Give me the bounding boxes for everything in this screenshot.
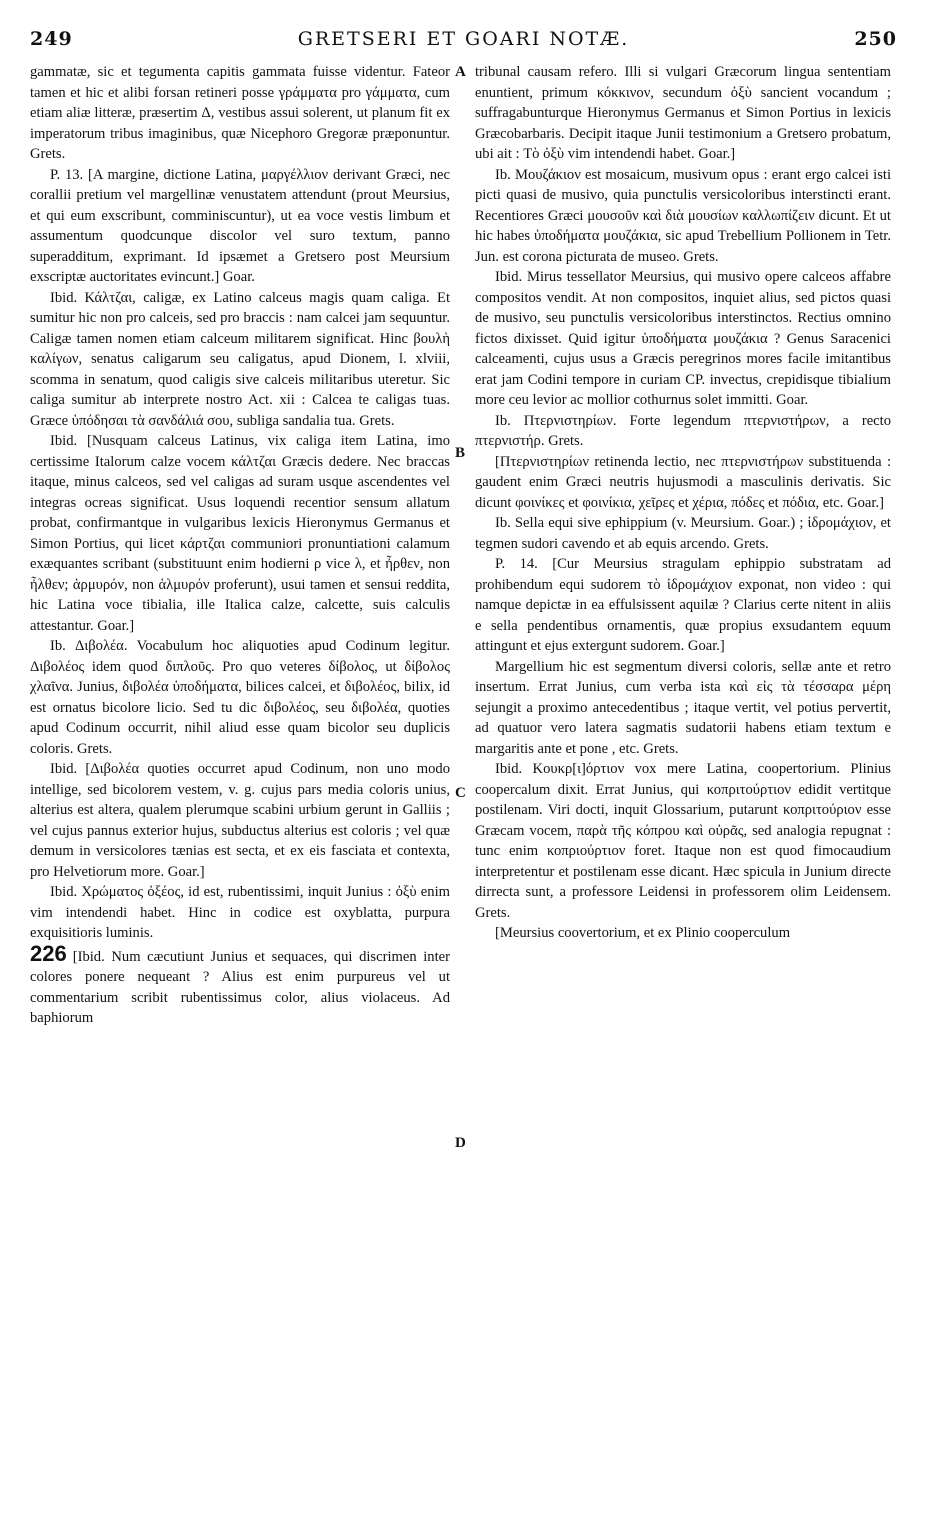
paragraph: gammatæ, sic et tegumenta capitis gammata fuisse videntur. Fateor tamen et hic et alibi forsan retineri posse γράμματα pro γάμματα, cum etiam aliæ litteræ, præsertim Δ, vestibus assui solerent, ut planum fit ex imperatorum tribus imaginibus, quæ Nicephoro Gregoræ præponuntur. Grets. — [30, 64, 450, 162]
margin-letter-d: D — [455, 1135, 466, 1151]
paragraph: Margellium hic est segmentum diversi coloris, sellæ ante et retro insertum. Errat Junius, cum verba ista καὶ εἰς τὰ τέσσαρα μέρη sejungit a proximo antecedentibus ; itaque vertit, vel potius pervertit, ad quatuor vero latera sagmatis sudatorii habens etiam textum e margaritis ante et pone , etc. Grets. — [475, 658, 891, 757]
page-number-left: 249 — [30, 28, 73, 50]
page-marker: 226 — [30, 940, 67, 966]
paragraph: P. 13. [A margine, dictione Latina, μαργέλλιον derivant Græci, nec corallii pretium vel margellinæ venustatem attendunt (prout Meursius, et qui eum exscribunt, comminiscuntur), ut ea voce vestis limbum et assumentum quodcunque discolor vel suro textum, panno superadditum, exprimant. Id ipsæmet a Gretsero post Meursium exscriptæ auctoritates evincunt.] Goar. — [30, 166, 450, 285]
margin-letter-b: B — [455, 445, 466, 461]
paragraph: Ib. Μουζάκιον est mosaicum, musivum opus : erant ergo calcei isti picti quasi de musivo, quia punctulis versicoloribus interstincti erant. Recentiores Græci μουσοῦν καὶ διὰ μουσίων καλλωπίζειν dicunt. Et ut hic habes ὑποδήματα μουζάκια, sic apud Trebellium Pollionem in Tetr. Jun. est corona picturata de museo. Grets. — [475, 166, 891, 265]
paragraph: Ibid. [Διβολέα quoties occurret apud Codinum, non uno modo intellige, sed bicolorem vestem, v. g. cujus pars media coloris unius, alterius est altera, qualem plerumque scabini urbium gerunt in Galliis ; vel cujus pannus exterior hujus, subductus alterius est coloris ; vel quæ demum in versicolores tænias est secta, et ex eis fasciata et contexta, pro Helvetiorum more. Goar.] — [30, 761, 450, 880]
paragraph: Ibid. [Nusquam calceus Latinus, vix caliga item Latina, imo certissime Italorum calze vocem κάλτζαι Græcis dedere. Nec braccas itaque, minus calceos, sed vel caligas ad suram usque ascendentes vel integras ocreas significat. Usus loquendi recentior sensum allatum probat, confirmantque in vulgaribus lexicis Hieronymus Germanus et Simon Portius, qui licet κάρτζαι communiori pronuntiationi calamum exæquantes scribant (substituunt enim hodierni ρ vice λ, et ἦρθεν, non ἦλθεν; ἁρμυρόν, non ἁλμυρόν proferunt), usui tamen et sensui reddita, hic Latina voce tibialia, ille Italica calze, calcette, suis calculis attestantur. Goar.] — [30, 433, 450, 634]
paragraph: [Πτερνιστηρίων retinenda lectio, nec πτερνιστήρων substituenda : gaudent enim Græci neutris hujusmodi a masculinis derivatis. Sic dicunt φοινίκες et φοινίκια, χεῖρες et χέρια, πόδες et πόδια, etc. Goar.] — [475, 453, 891, 511]
paragraph: P. 14. [Cur Meursius stragulam ephippio substratam ad prohibendum equi sudorem τὸ ἱδρομάχιον exponat, non video : qui namque depictæ in ea effulsissent aquilæ ? Clarius certe nitent in aliis e sella pendentibus ornamentis, quæ propius exsudantem equum attingunt et ejus extergunt sudorem. Goar.] — [475, 556, 891, 654]
left-column — [30, 62, 450, 1532]
running-title: GRETSERI ET GOARI NOTÆ. — [297, 28, 630, 50]
margin-letter-a: A — [455, 64, 466, 80]
paragraph: Ib. Sella equi sive ephippium (v. Meursium. Goar.) ; ἱδρομάχιον, et tegmen sudori cavendo et ab equis arcendo. Grets. — [475, 515, 891, 552]
margin-letter-c: C — [455, 785, 466, 801]
paragraph: Ibid. Χρώματος ὀξέος, id est, rubentissimi, inquit Junius : ὀξὺ enim vim intendendi habet. Hinc in codice est oxyblatta, purpura exquisitioris luminis. — [30, 884, 450, 941]
right-column — [475, 62, 891, 1532]
page-number-right: 250 — [854, 28, 897, 50]
paragraph-text: [Ibid. Num cæcutiunt Junius et sequaces, qui discrimen inter colores ponere nequeant ? Alius est enim purpureus vel ut commentarium scribit rubentissimus color, alius violaceus. Ad baphiorum — [30, 948, 450, 1026]
paragraph: Ib. Διβολέα. Vocabulum hoc aliquoties apud Codinum legitur. Διβολέος idem quod διπλοῦς. Pro quo veteres δίβολος, ut δίβολος χλαῖνα. Junius, διβολέα ὑποδήματα, bilices calcei, et διβολέος, bilix, id est ornatus bicolore licio. Sed tu dic διβολέος, seu διβολέα, quoties apud Codinum occurrit, nihil aliud esse quam bicolor seu duplicis coloris. Grets. — [30, 638, 450, 757]
paragraph: Ib. Πτερνιστηρίων. Forte legendum πτερνιστήρων, a recto πτερνιστήρ. Grets. — [475, 412, 891, 449]
paragraph: Ibid. Κάλτζαι, caligæ, ex Latino calceus magis quam caliga. Et sumitur hic non pro calceis, sed pro braccis : nam calcei jam sequuntur. Caligæ tamen nomen etiam calceum militarem significat. Hinc βουλὴ καλίγων, senatus caligarum seu caligatus, apud Dionem, l. xlviii, scomma in senatum, quod caligis sive calceis militaribus uteretur. Sic caliga sumitur ab interprete nostro Act. xii : Calcea te caligas tuas. Græce ὑπόδησαι τὰ σανδάλιά σου, subliga sandalia tua. Grets. — [30, 289, 450, 429]
paragraph-with-page-marker — [30, 940, 450, 1029]
running-header — [30, 28, 897, 54]
paragraph: Ibid. Κουκρ[ι]όρτιον vox mere Latina, coopertorium. Plinius coopercalum dixit. Errat Junius, qui κοπριτούρτιον edidit vertitque postilenam. Viri docti, inquit Glossarium, putarunt κοπριτούριον esse Græcam vocem, παρὰ τῆς κόπρου καὶ οὐρᾶς, sed analogia repugnat : tunc enim κοπριούρτιον foret. Itaque non est quod fimocaudium interpretentur et postilenam esse dicant. Hæc spicula in Junium directe dirrecta sunt, a professore Leidensi in professorem olim Leidensem. Grets. — [475, 761, 891, 921]
paragraph: [Meursius coovertorium, et ex Plinio cooperculum — [495, 925, 791, 941]
paragraph: tribunal causam refero. Illi si vulgari Græcorum lingua sententiam enuntient, primum κόκκινον, secundum ὀξὺ sancient vocandum ; suffragabunturque Hieronymus Germanus et Simon Portius in lexicis Græcobarbaris. Decipit itaque Junii testimonium a Gretsero probatum, ubi ait : Τὸ ὀξὺ vim intendendi habet. Goar.] — [475, 64, 891, 162]
paragraph: Ibid. Mirus tessellator Meursius, qui musivo opere calceos affabre compositos vendit. At non compositos, inquiet alius, sed pictos quasi de musivo, seu punctulis versicoloribus interstinctos. Rectius omnino fictos dixisset. Quid igitur ὑποδήματα μουζάκια ? Genus Saracenici calceamenti, cujus usus a Græcis peregrinos mores facile imitantibus erat jam Codini tempore in curiam CP. invectus, crepidisque tibialium more ceu levior ac mollior cothurnus solet immitti. Goar. — [475, 269, 891, 408]
